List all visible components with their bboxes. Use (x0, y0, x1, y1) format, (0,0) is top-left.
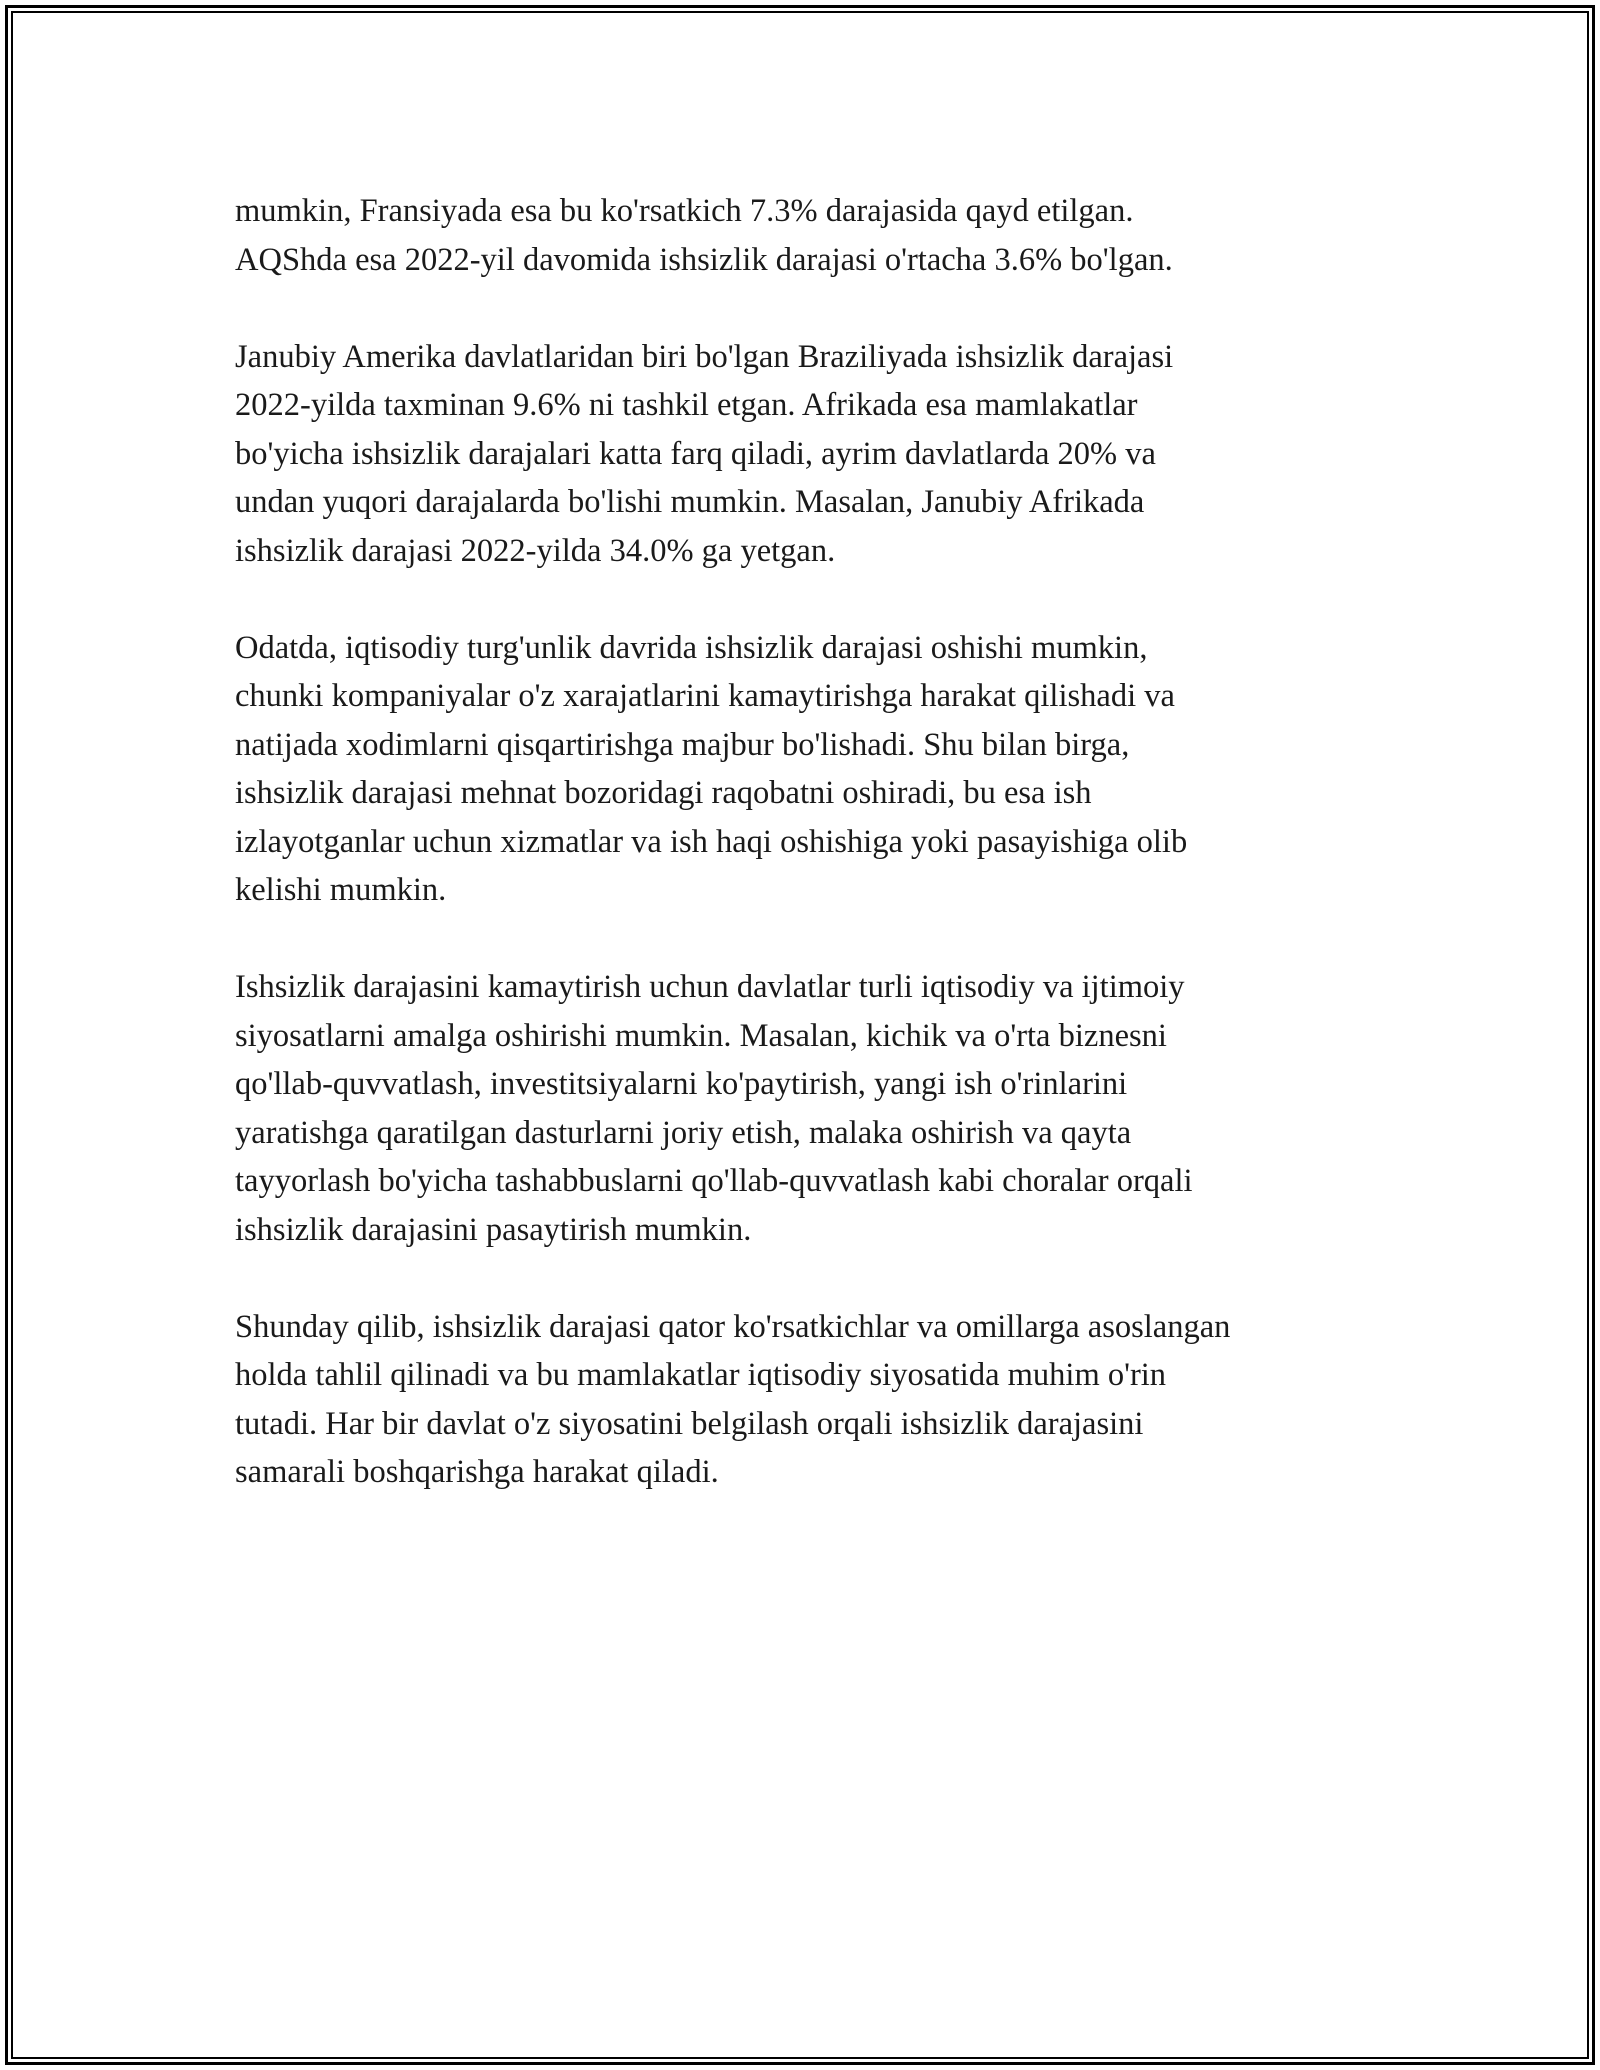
paragraph-1: mumkin, Fransiyada esa bu ko'rsatkich 7.3% darajasida qayd etilgan. AQShda esa 2022-yil davomida ishsizlik darajasi o'rtacha 3.6% bo'lgan. (235, 193, 1173, 278)
document-body (235, 187, 1385, 1545)
paragraph-2: Janubiy Amerika davlatlaridan biri bo'lgan Braziliyada ishsizlik darajasi 2022-yilda taxminan 9.6% ni tashkil etgan. Afrikada esa mamlakatlar bo'yicha ishsizlik darajalari katta farq qiladi, ayrim davlatlarda 20% va undan yuqori darajalarda bo'lishi mumkin. Masalan, Janubiy Afrikada ishsizlik darajasi 2022-yilda 34.0% ga yetgan. (235, 338, 1174, 569)
paragraph-4: Ishsizlik darajasini kamaytirish uchun davlatlar turli iqtisodiy va ijtimoiy siyosatlarni amalga oshirishi mumkin. Masalan, kichik va o'rta biznesni qo'llab-quvvatlash, investitsiyalarni ko'paytirish, yangi ish o'rinlarini yaratishga qaratilgan dasturlarni joriy etish, malaka oshirish va qayta tayyorlash bo'yicha tashabbuslarni qo'llab-quvvatlash kabi choralar orqali ishsizlik darajasini pasaytirish mumkin. (235, 969, 1193, 1248)
paragraph-5: Shunday qilib, ishsizlik darajasi qator ko'rsatkichlar va omillarga asoslangan holda tahlil qilinadi va bu mamlakatlar iqtisodiy siyosatida muhim o'rin tutadi. Har bir davlat o'z siyosatini belgilash orqali ishsizlik darajasini samarali boshqarishga harakat qiladi. (235, 1308, 1231, 1490)
paragraph-3: Odatda, iqtisodiy turg'unlik davrida ishsizlik darajasi oshishi mumkin, chunki kompaniyalar o'z xarajatlarini kamaytirishga harakat qilishadi va natijada xodimlarni qisqartirishga majbur bo'lishadi. Shu bilan birga, ishsizlik darajasi mehnat bozoridagi raqobatni oshiradi, bu esa ish izlayotganlar uchun xizmatlar va ish haqi oshishiga yoki pasayishiga olib kelishi mumkin. (235, 629, 1188, 908)
